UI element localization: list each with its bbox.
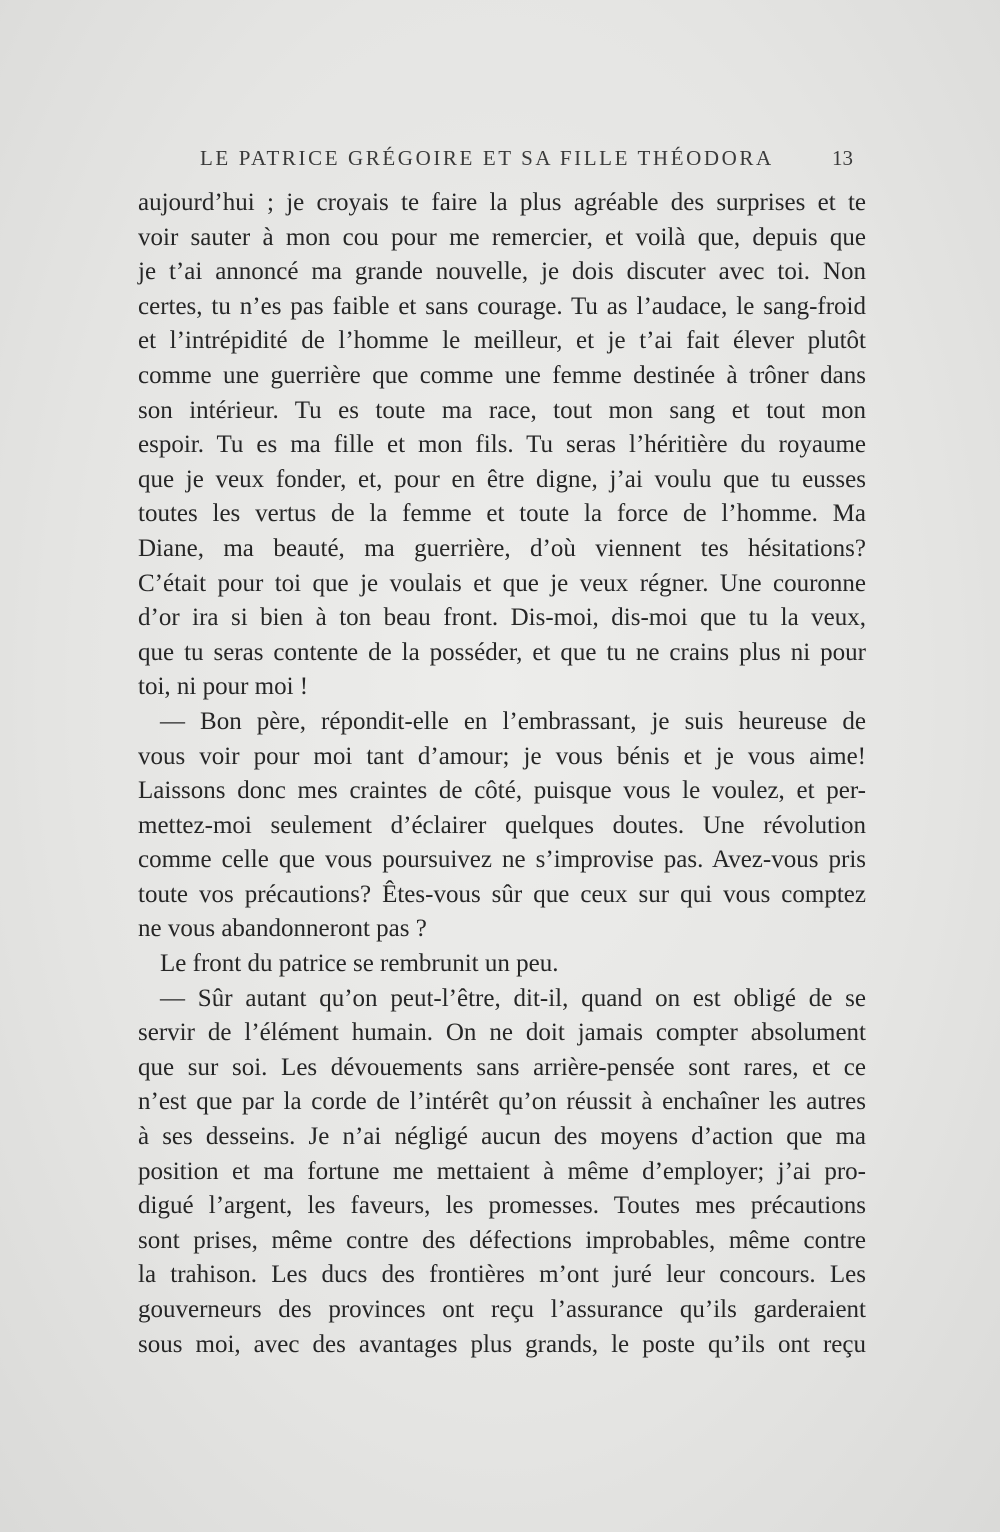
- text-line: d’or ira si bien à ton beau front. Dis-moi, dis-moi que tu la veux,: [138, 604, 866, 632]
- text-line: aujourd’hui ; je croyais te faire la plus agréable des surprises et te: [138, 189, 866, 216]
- text-line: toute vos précautions? Êtes-vous sûr que ceux sur qui vous comptez: [138, 880, 866, 908]
- text-line: digué l’argent, les faveurs, les promesses. Toutes mes précautions: [138, 1192, 866, 1220]
- text-line: que je veux fonder, et, pour en être digne, j’ai voulu que tu eusses: [138, 465, 866, 493]
- text-line: et l’intrépidité de l’homme le meilleur, et je t’ai fait élever plutôt: [138, 327, 866, 355]
- text-line: sont prises, même contre des défections improbables, même contre: [138, 1226, 866, 1254]
- text-line: mettez-moi seulement d’éclairer quelques doutes. Une révolution: [138, 811, 866, 839]
- text-line: voir sauter à mon cou pour me remercier, et voilà que, depuis que: [138, 223, 866, 251]
- text-line: — Bon père, répondit-elle en l’embrassant, je suis heureuse de: [160, 707, 866, 735]
- text-line: n’est que par la corde de l’intérêt qu’on réussit à enchaîner les autres: [138, 1088, 866, 1116]
- text-line: la trahison. Les ducs des frontières m’ont juré leur concours. Les: [138, 1261, 866, 1289]
- text-line: comme une guerrière que comme une femme destinée à trôner dans: [138, 361, 866, 389]
- page-number: 13: [832, 146, 853, 170]
- text-line: Laissons donc mes craintes de côté, puisque vous le voulez, et per-: [138, 777, 866, 805]
- text-line: Le front du patrice se rembrunit un peu.: [160, 950, 559, 978]
- text-line: Diane, ma beauté, ma guerrière, d’où viennent tes hésitations?: [138, 534, 866, 562]
- text-line: je t’ai annoncé ma grande nouvelle, je dois discuter avec toi. Non: [138, 258, 866, 286]
- text-line: gouverneurs des provinces ont reçu l’assurance qu’ils garderaient: [138, 1296, 866, 1323]
- text-line: toutes les vertus de la femme et toute la force de l’homme. Ma: [138, 500, 866, 528]
- text-line: toi, ni pour moi !: [138, 673, 309, 701]
- text-line: certes, tu n’es pas faible et sans courage. Tu as l’audace, le sang-froid: [138, 292, 866, 320]
- text-line: C’était pour toi que je voulais et que je veux régner. Une couronne: [138, 569, 866, 597]
- body-text: [138, 186, 866, 1362]
- text-line: vous voir pour moi tant d’amour; je vous bénis et je vous aime!: [138, 742, 866, 770]
- text-line: son intérieur. Tu es toute ma race, tout mon sang et tout mon: [138, 396, 866, 424]
- text-line: à ses desseins. Je n’ai négligé aucun des moyens d’action que ma: [138, 1123, 866, 1151]
- text-line: que tu seras contente de la posséder, et que tu ne crains plus ni pour: [138, 638, 866, 666]
- text-line: sous moi, avec des avantages plus grands, le poste qu’ils ont reçu: [138, 1330, 866, 1358]
- text-line: — Sûr autant qu’on peut-l’être, dit-il, quand on est obligé de se: [160, 984, 866, 1012]
- text-line: servir de l’élément humain. On ne doit jamais compter absolument: [138, 1019, 866, 1047]
- text-line: ne vous abandonneront pas ?: [138, 915, 427, 943]
- text-line: espoir. Tu es ma fille et mon fils. Tu seras l’héritière du royaume: [138, 431, 866, 459]
- text-line: que sur soi. Les dévouements sans arrière-pensée sont rares, et ce: [138, 1053, 866, 1081]
- running-head: LE PATRICE GRÉGOIRE ET SA FILLE THÉODORA: [200, 146, 774, 170]
- text-line: comme celle que vous poursuivez ne s’improvise pas. Avez-vous pris: [138, 846, 866, 874]
- text-line: position et ma fortune me mettaient à même d’employer; j’ai pro-: [138, 1157, 866, 1185]
